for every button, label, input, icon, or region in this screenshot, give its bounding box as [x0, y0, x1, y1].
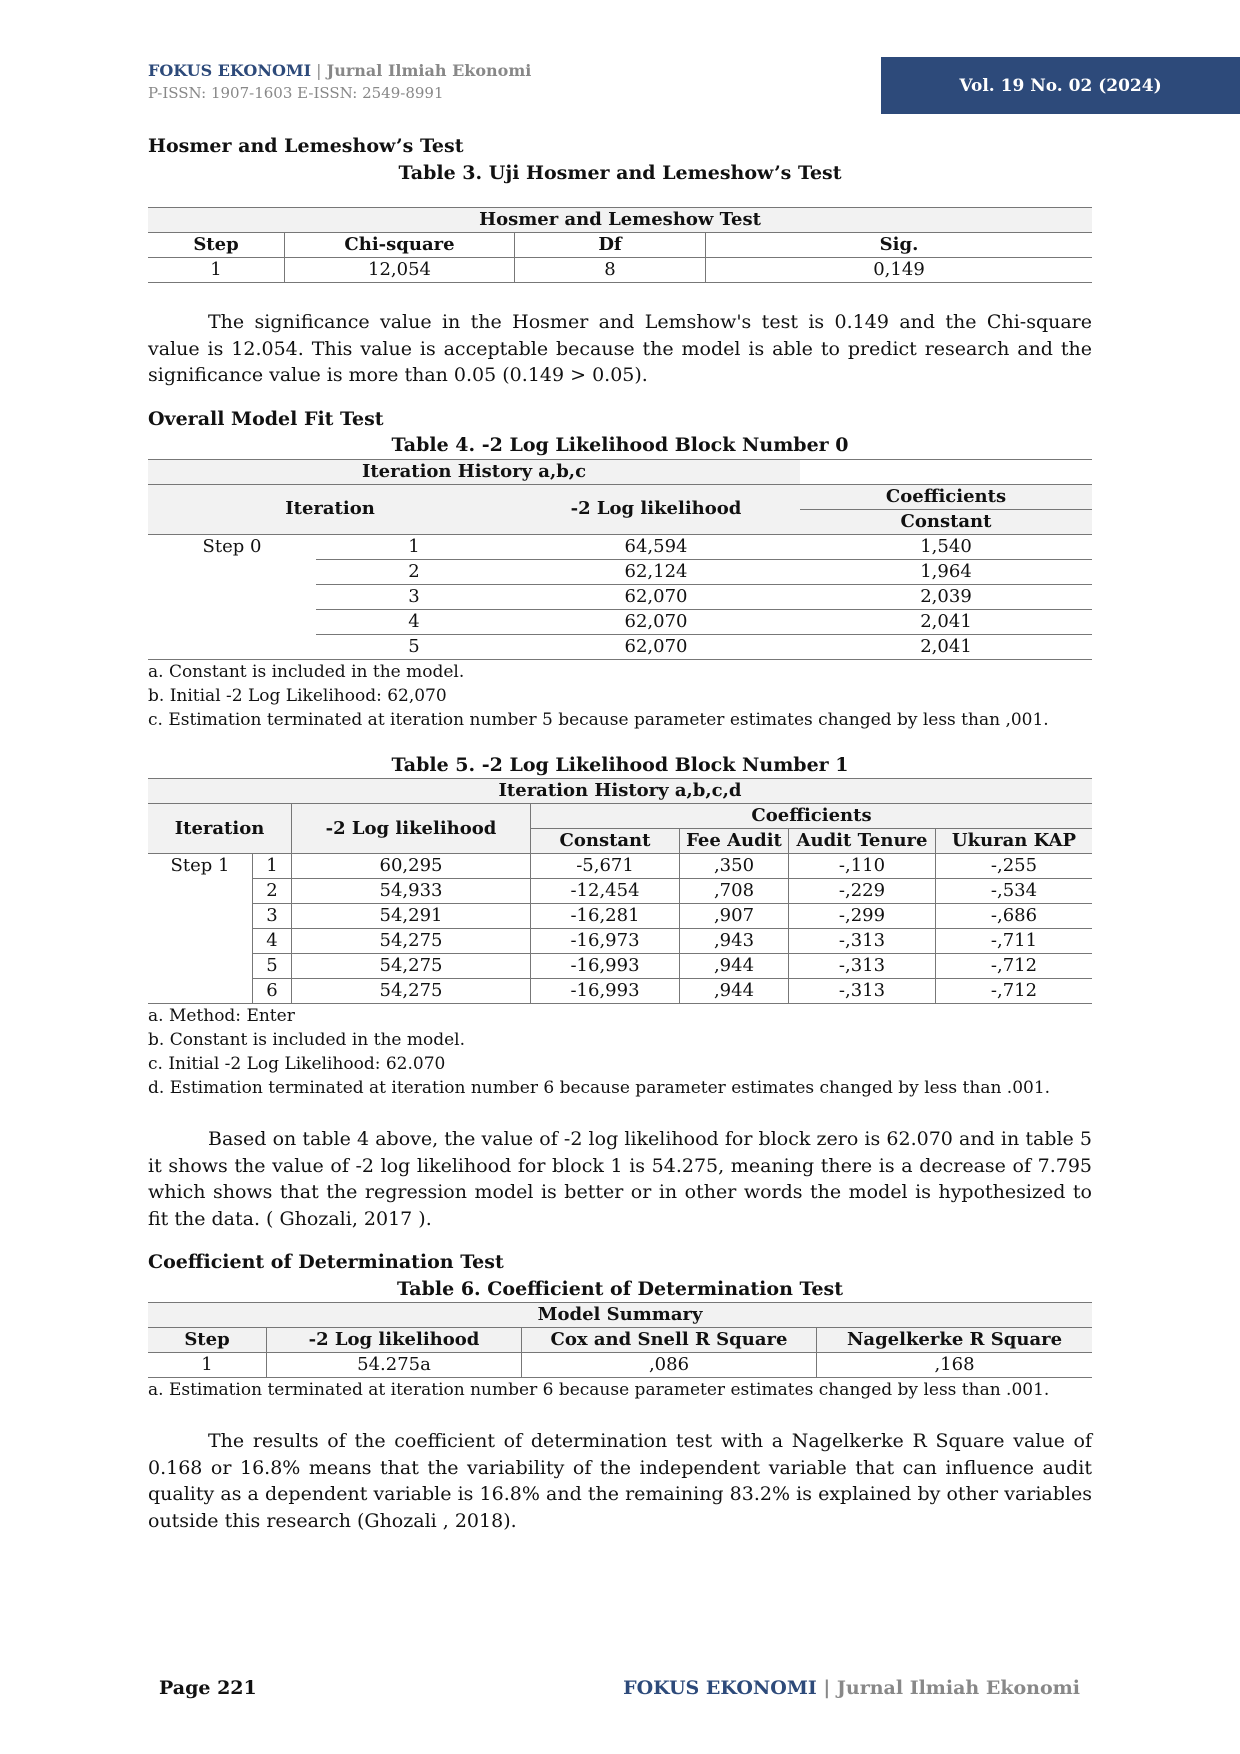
table5-iter: 5	[253, 954, 292, 979]
table5-kap: -,686	[990, 905, 1038, 926]
table5-caption: Table 5. -2 Log Likelihood Block Number 1	[391, 753, 849, 776]
table-row	[148, 979, 1092, 1004]
issn-line: P-ISSN: 1907-1603 E-ISSN: 2549-8991	[148, 84, 444, 102]
table4-constant: 2,041	[920, 610, 972, 632]
table5-header-fee: Fee Audit	[680, 829, 789, 854]
table-row	[148, 879, 1092, 904]
table6-header-cox: Cox and Snell R Square	[522, 1328, 817, 1353]
table-row	[148, 258, 1092, 283]
table5-loglik: 54,291	[292, 904, 531, 929]
table5-title: Iteration History a,b,c,d	[498, 780, 742, 801]
table4-note: b. Initial -2 Log Likelihood: 62,070	[148, 685, 447, 706]
table5-fee: ,944	[680, 954, 789, 979]
table5-header-loglik: -2 Log likelihood	[292, 804, 531, 854]
table5-tenure: -,313	[789, 954, 936, 979]
table3-header-row	[148, 233, 1092, 258]
table6-header-nagelkerke: Nagelkerke R Square	[817, 1328, 1093, 1353]
paragraph-model-fit: Based on table 4 above, the value of -2 log likelihood for block zero is 62.070 and in table 5 it shows the value of -2 log likelihood for block 1 is 54.275, meaning there is a decrease of 7.795 which shows that the regression model is better or in other words the model is hypothesized to fit the data. ( Ghozali, 2017 ).	[148, 1128, 1092, 1230]
table5-header-tenure: Audit Tenure	[789, 829, 936, 854]
paragraph-hosmer: The significance value in the Hosmer and Lemshow's test is 0.149 and the Chi-square value is 12.054. This value is acceptable because the model is able to predict research and the significance value is more than 0.05 (0.149 > 0.05).	[148, 311, 1092, 386]
table4-step-label: Step 0	[202, 535, 262, 557]
table4-note: a. Constant is included in the model.	[148, 661, 465, 682]
table5-tenure: -,313	[789, 979, 936, 1004]
table5-fee: ,708	[680, 879, 789, 904]
table3-caption: Table 3. Uji Hosmer and Lemeshow’s Test	[398, 161, 842, 184]
table4-loglik: 62,070	[624, 585, 688, 607]
journal-brand: FOKUS EKONOMI	[148, 61, 312, 80]
table5-constant: -12,454	[531, 879, 680, 904]
table5-loglik: 54,275	[292, 954, 531, 979]
table4-loglik: 62,070	[624, 635, 688, 657]
table4-loglik: 62,124	[624, 560, 688, 582]
table5-step-label: Step 1	[148, 854, 253, 1004]
table5-header-row	[148, 804, 1092, 829]
table5-header-iteration: Iteration	[148, 804, 292, 854]
table5-loglik: 54,933	[292, 879, 531, 904]
table4-constant: 2,041	[920, 635, 972, 657]
table5-fee: ,350	[680, 854, 789, 879]
footer-brand: FOKUS EKONOMI	[623, 1677, 817, 1699]
table6-cell-nagelkerke: ,168	[817, 1353, 1093, 1378]
table4-loglik: 64,594	[624, 535, 688, 557]
table6-cell-loglik: 54.275a	[267, 1353, 522, 1378]
table5-iter: 6	[253, 979, 292, 1004]
table5-loglik: 54,275	[292, 979, 531, 1004]
table4-constant: 2,039	[920, 585, 972, 607]
table5-iter: 2	[253, 879, 292, 904]
section-heading-model-fit: Overall Model Fit Test	[148, 407, 384, 430]
table5-tenure: -,313	[789, 929, 936, 954]
table-row	[148, 1353, 1092, 1378]
table5-header-coef: Coefficients	[531, 804, 1093, 829]
page-content	[148, 133, 1092, 1534]
table5-fee: ,944	[680, 979, 789, 1004]
volume-label: Vol. 19 No. 02 (2024)	[959, 75, 1162, 96]
table3-header-chi: Chi-square	[285, 233, 515, 258]
table3-title: Hosmer and Lemeshow Test	[479, 209, 761, 230]
table4-loglik: 62,070	[624, 610, 688, 632]
table5-constant: -16,281	[531, 904, 680, 929]
table5-fee: ,907	[680, 904, 789, 929]
running-footer	[623, 1677, 1080, 1699]
table5-kap: -,711	[990, 930, 1038, 951]
table3-cell-step: 1	[148, 258, 285, 283]
table6	[148, 1302, 1092, 1378]
table4-constant: 1,964	[920, 560, 972, 582]
table5-note: d. Estimation terminated at iteration number 6 because parameter estimates changed by less than .001.	[148, 1078, 1051, 1098]
paragraph-determination: The results of the coefficient of determination test with a Nagelkerke R Square value of 0.168 or 16.8% means that the variability of the independent variable that can influence audit quality as a dependent variable is 16.8% and the remaining 83.2% is explained by other variables outside this research (Ghozali , 2018).	[148, 1430, 1092, 1532]
table3-header-step: Step	[148, 233, 285, 258]
table6-note: a. Estimation terminated at iteration number 6 because parameter estimates changed by less than .001.	[148, 1380, 1050, 1400]
table6-caption: Table 6. Coefficient of Determination Test	[396, 1277, 844, 1300]
section-heading-determination: Coefficient of Determination Test	[148, 1251, 504, 1273]
table-row	[148, 929, 1092, 954]
table5-tenure: -,229	[789, 879, 936, 904]
table5-note: a. Method: Enter	[148, 1006, 295, 1026]
table4-title-row	[148, 459, 1092, 484]
table4-notes	[148, 660, 1092, 732]
table5-note: b. Constant is included in the model.	[148, 1030, 466, 1050]
table5-kap: -,255	[990, 855, 1038, 876]
table-row	[148, 854, 1092, 879]
running-header	[148, 60, 531, 104]
table3	[148, 207, 1092, 283]
table6-header-loglik: -2 Log likelihood	[267, 1328, 522, 1353]
table4-header-iteration: Iteration	[148, 484, 512, 534]
table6-header-row	[148, 1328, 1092, 1353]
table5-iter: 1	[253, 854, 292, 879]
journal-name: Jurnal Ilmiah Ekonomi	[326, 61, 532, 80]
table5-kap: -,712	[990, 955, 1038, 976]
table-row	[148, 534, 1092, 559]
table4-iter: 3	[408, 585, 420, 607]
table5-constant: -16,993	[531, 954, 680, 979]
table6-title-row	[148, 1303, 1092, 1328]
table4-title: Iteration History a,b,c	[361, 460, 587, 482]
table5-tenure: -,299	[789, 904, 936, 929]
table5	[148, 778, 1092, 1004]
table5-kap: -,712	[990, 980, 1038, 1001]
table4	[148, 459, 1092, 660]
table5-loglik: 60,295	[292, 854, 531, 879]
table5-tenure: -,110	[789, 854, 936, 879]
table5-iter: 3	[253, 904, 292, 929]
table6-cell-cox: ,086	[522, 1353, 817, 1378]
table5-constant: -16,973	[531, 929, 680, 954]
section-heading-hosmer: Hosmer and Lemeshow’s Test	[148, 135, 464, 157]
table5-constant: -16,993	[531, 979, 680, 1004]
footer-journal: Jurnal Ilmiah Ekonomi	[836, 1677, 1080, 1699]
footer-separator: |	[823, 1677, 831, 1699]
header-separator: |	[316, 61, 322, 80]
table4-constant: 1,540	[920, 535, 972, 557]
table5-header-constant: Constant	[531, 829, 680, 854]
table5-fee: ,943	[680, 929, 789, 954]
table5-constant: -5,671	[531, 854, 680, 879]
table-row	[148, 904, 1092, 929]
table3-header-sig: Sig.	[706, 233, 1093, 258]
table4-iter: 1	[408, 535, 420, 557]
table4-iter: 2	[408, 560, 420, 582]
table4-iter: 5	[408, 635, 420, 657]
page-number: Page 221	[159, 1677, 257, 1699]
table5-iter: 4	[253, 929, 292, 954]
table4-header-row	[148, 484, 1092, 509]
table5-loglik: 54,275	[292, 929, 531, 954]
table3-title-row	[148, 208, 1092, 233]
table6-title: Model Summary	[537, 1304, 703, 1325]
table5-header-kap: Ukuran KAP	[951, 830, 1077, 851]
table3-cell-sig: 0,149	[706, 258, 1093, 283]
table5-title-row	[148, 779, 1092, 804]
table5-notes	[148, 1004, 1092, 1100]
table4-header-loglik: -2 Log likelihood	[512, 484, 800, 534]
table5-kap: -,534	[990, 880, 1038, 901]
table4-header-constant: Constant	[800, 509, 1092, 534]
table4-note: c. Estimation terminated at iteration number 5 because parameter estimates changed by less than ,001.	[148, 709, 1049, 730]
table4-caption: Table 4. -2 Log Likelihood Block Number 0	[391, 434, 849, 456]
table3-cell-chi: 12,054	[285, 258, 515, 283]
table3-header-df: Df	[515, 233, 706, 258]
table6-header-step: Step	[148, 1328, 267, 1353]
table3-cell-df: 8	[515, 258, 706, 283]
volume-badge	[881, 57, 1240, 114]
table-row	[148, 954, 1092, 979]
table4-iter: 4	[408, 610, 420, 632]
table5-note: c. Initial -2 Log Likelihood: 62.070	[148, 1054, 446, 1074]
table4-header-coef: Coefficients	[800, 484, 1092, 509]
table6-cell-step: 1	[148, 1353, 267, 1378]
